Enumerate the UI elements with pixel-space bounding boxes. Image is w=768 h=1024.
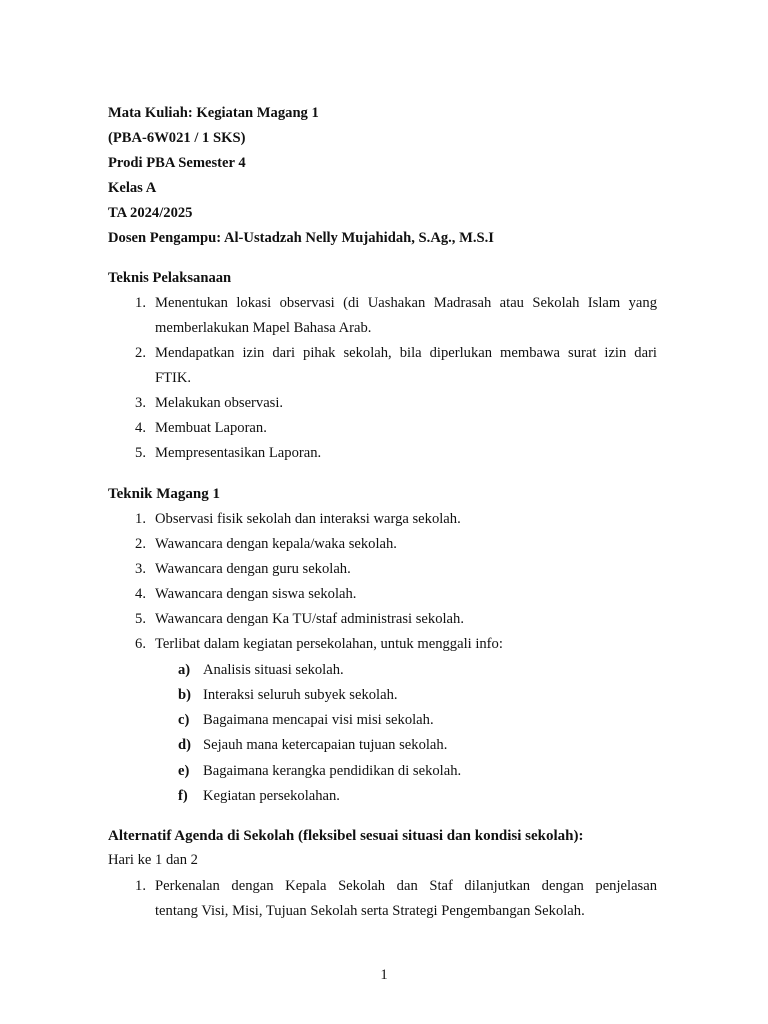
program-info: Prodi PBA Semester 4 <box>108 155 246 171</box>
list-text: Perkenalan dengan Kepala Sekolah dan Staf dilanjutkan dengan penjelasan <box>155 878 657 894</box>
list-text: Wawancara dengan kepala/waka sekolah. <box>155 536 397 552</box>
list-number: 1. <box>135 878 146 894</box>
list-number: 3. <box>135 561 146 577</box>
list-number: 2. <box>135 345 146 361</box>
section-heading-teknis: Teknis Pelaksanaan <box>108 270 232 286</box>
class-info: Kelas A <box>108 180 157 196</box>
list-number: 5. <box>135 445 146 461</box>
list-number: 3. <box>135 395 146 411</box>
sub-list-text: Bagaimana mencapai visi misi sekolah. <box>203 712 434 728</box>
sub-list-label: d) <box>178 737 191 753</box>
section-heading-teknik: Teknik Magang 1 <box>108 486 220 502</box>
list-number: 6. <box>135 636 146 652</box>
section-heading-agenda: Alternatif Agenda di Sekolah (fleksibel sesuai situasi dan kondisi sekolah): <box>108 828 584 844</box>
page-number: 1 <box>380 967 388 983</box>
list-text-continued: tentang Visi, Misi, Tujuan Sekolah serta Strategi Pengembangan Sekolah. <box>155 903 585 919</box>
list-number: 4. <box>135 420 146 436</box>
list-text: Observasi fisik sekolah dan interaksi warga sekolah. <box>155 511 461 527</box>
list-text: Mempresentasikan Laporan. <box>155 445 322 461</box>
list-number: 5. <box>135 611 146 627</box>
day-label: Hari ke 1 dan 2 <box>108 852 198 868</box>
sub-list-text: Sejauh mana ketercapaian tujuan sekolah. <box>203 737 448 753</box>
sub-list-text: Analisis situasi sekolah. <box>203 662 344 678</box>
lecturer-info: Dosen Pengampu: Al-Ustadzah Nelly Mujahidah, S.Ag., M.S.I <box>108 230 494 246</box>
sub-list-text: Interaksi seluruh subyek sekolah. <box>203 687 398 703</box>
list-text: Mendapatkan izin dari pihak sekolah, bila diperlukan membawa surat izin dari <box>155 345 657 361</box>
list-text: Menentukan lokasi observasi (di Uashakan Madrasah atau Sekolah Islam yang <box>155 295 657 311</box>
sub-list-text: Bagaimana kerangka pendidikan di sekolah. <box>203 763 462 779</box>
sub-list-label: e) <box>178 763 190 779</box>
sub-list-label: a) <box>178 662 191 678</box>
list-number: 2. <box>135 536 146 552</box>
list-text: Melakukan observasi. <box>155 395 284 411</box>
sub-list-label: c) <box>178 712 190 728</box>
list-text: Wawancara dengan siswa sekolah. <box>155 586 357 602</box>
list-text: Terlibat dalam kegiatan persekolahan, untuk menggali info: <box>155 636 503 652</box>
list-number: 1. <box>135 511 146 527</box>
academic-year: TA 2024/2025 <box>108 205 193 221</box>
list-text: Wawancara dengan guru sekolah. <box>155 561 351 577</box>
sub-list-text: Kegiatan persekolahan. <box>203 788 340 804</box>
list-number: 4. <box>135 586 146 602</box>
sub-list-label: f) <box>178 788 188 804</box>
list-text: Wawancara dengan Ka TU/staf administrasi sekolah. <box>155 611 464 627</box>
list-text-continued: memberlakukan Mapel Bahasa Arab. <box>155 320 372 336</box>
list-number: 1. <box>135 295 146 311</box>
list-text: Membuat Laporan. <box>155 420 267 436</box>
list-text-continued: FTIK. <box>155 370 192 386</box>
course-title: Mata Kuliah: Kegiatan Magang 1 <box>108 105 319 121</box>
course-code: (PBA-6W021 / 1 SKS) <box>108 130 246 146</box>
sub-list-label: b) <box>178 687 191 703</box>
